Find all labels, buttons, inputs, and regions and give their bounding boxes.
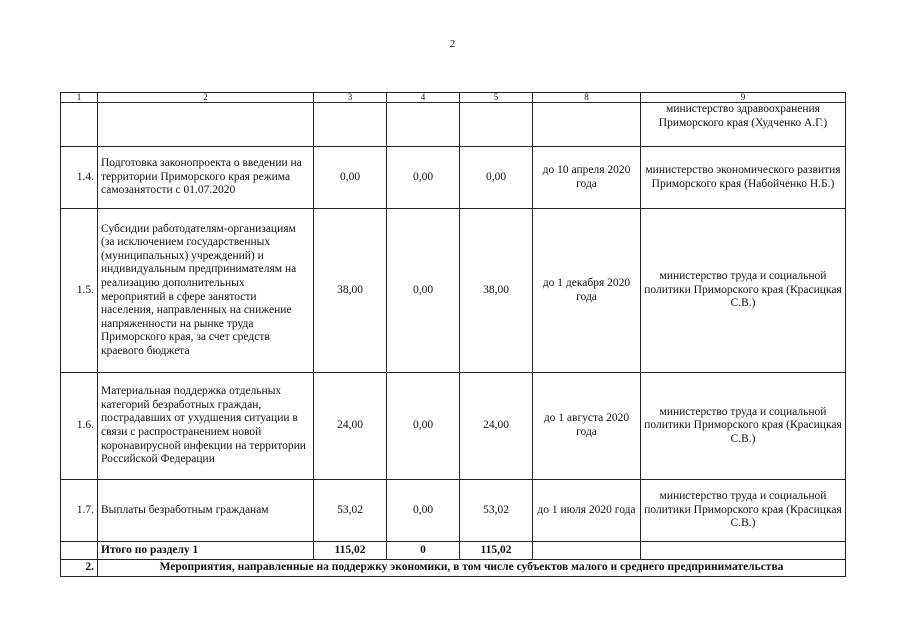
section-heading-row <box>61 560 846 577</box>
table-row <box>61 103 846 147</box>
row-number: 1.5. <box>61 209 98 373</box>
amount-col5: 53,02 <box>460 480 533 542</box>
amount-col4: 0,00 <box>387 147 460 209</box>
amount-col3: 0,00 <box>314 147 387 209</box>
measure-name: Материальная поддержка отдельных категорий безработных граждан, пострадавших от ухудшения ситуации в связи с распространением новой коронавирусной инфекции на территории Российской Федерации <box>98 373 314 480</box>
table-row <box>61 147 846 209</box>
header-cell: 5 <box>460 93 533 103</box>
measure-name: Подготовка законопроекта о введении на территории Приморского края режима самозанятости с 01.07.2020 <box>98 147 314 209</box>
measure-name: Выплаты безработным гражданам <box>98 480 314 542</box>
measure-name: Субсидии работодателям-организациям (за исключением государственных (муниципальных) учреждений) и индивидуальным предпринимателям на реализацию дополнительных мероприятий в сфере занятости населения, направленных на снижение напряженности на рынке труда Приморского края, за счет средств краевого бюджета <box>98 209 314 373</box>
amount-col3: 38,00 <box>314 209 387 373</box>
total-col3: 115,02 <box>314 542 387 560</box>
header-cell: 2 <box>98 93 314 103</box>
responsible: министерство труда и социальной политики Приморского края (Красицкая С.В.) <box>641 480 846 542</box>
table-row <box>61 373 846 480</box>
table-row <box>61 480 846 542</box>
table-row <box>61 209 846 373</box>
section-number: 2. <box>61 560 98 577</box>
amount-col4: 0,00 <box>387 480 460 542</box>
total-col4: 0 <box>387 542 460 560</box>
row-number: 1.6. <box>61 373 98 480</box>
row-number: 1.7. <box>61 480 98 542</box>
total-deadline-cell <box>533 542 641 560</box>
page-number: 2 <box>449 38 456 50</box>
measures-table <box>60 92 846 577</box>
header-cell: 1 <box>61 93 98 103</box>
total-row <box>61 542 846 560</box>
responsible: министерство экономического развития Приморского края (Набойченко Н.Б.) <box>641 147 846 209</box>
amount-col5: 0,00 <box>460 147 533 209</box>
amount-col4: 0,00 <box>387 373 460 480</box>
header-cell: 8 <box>533 93 641 103</box>
amount-col5 <box>460 103 533 147</box>
section-title: Мероприятия, направленные на поддержку экономики, в том числе субъектов малого и среднего предпринимательства <box>98 560 846 577</box>
row-number: 1.4. <box>61 147 98 209</box>
column-number-row <box>61 93 846 103</box>
row-number <box>61 103 98 147</box>
header-cell: 4 <box>387 93 460 103</box>
total-number-cell <box>61 542 98 560</box>
deadline: до 10 апреля 2020 года <box>533 147 641 209</box>
amount-col5: 38,00 <box>460 209 533 373</box>
total-label: Итого по разделу 1 <box>98 542 314 560</box>
header-cell: 3 <box>314 93 387 103</box>
measure-name <box>98 103 314 147</box>
amount-col5: 24,00 <box>460 373 533 480</box>
responsible: министерство труда и социальной политики Приморского края (Красицкая С.В.) <box>641 373 846 480</box>
amount-col4: 0,00 <box>387 209 460 373</box>
amount-col3: 24,00 <box>314 373 387 480</box>
deadline <box>533 103 641 147</box>
responsible: министерство здравоохранения Приморского края (Худченко А.Г.) <box>641 103 846 147</box>
total-col5: 115,02 <box>460 542 533 560</box>
responsible: министерство труда и социальной политики Приморского края (Красицкая С.В.) <box>641 209 846 373</box>
total-responsible-cell <box>641 542 846 560</box>
deadline: до 1 декабря 2020 года <box>533 209 641 373</box>
amount-col3 <box>314 103 387 147</box>
amount-col3: 53,02 <box>314 480 387 542</box>
header-cell: 9 <box>641 93 846 103</box>
deadline: до 1 июля 2020 года <box>533 480 641 542</box>
deadline: до 1 августа 2020 года <box>533 373 641 480</box>
amount-col4 <box>387 103 460 147</box>
